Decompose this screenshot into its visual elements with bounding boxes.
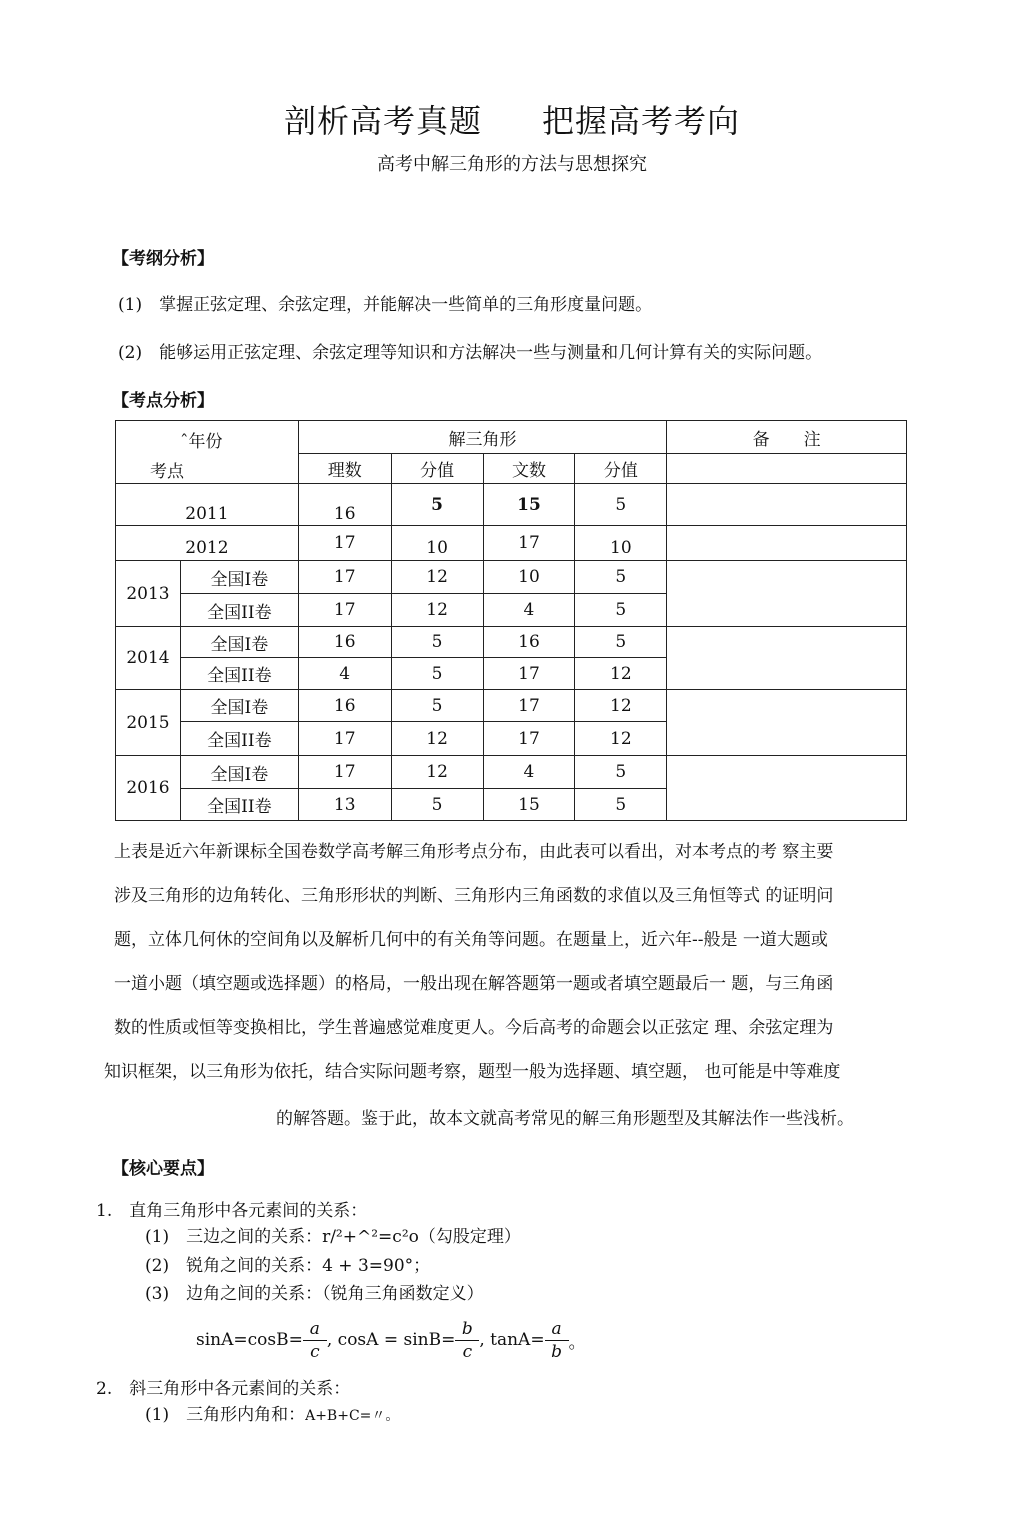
core-sub-2: (2) 锐角之间的关系：4 + 3=90°； [145,1256,431,1276]
value-cell: 5 [391,658,483,690]
core-sub-4-label: (1) 三角形内角和： [145,1405,306,1425]
fraction-a-over-b [545,1318,569,1363]
table-row [116,561,907,594]
analysis-line-6: 知识框架，以三角形为依托，结合实际问题考察，题型一般为选择题、填空题， 也可能是中等难度 [104,1062,841,1082]
value-cell: 17 [483,658,575,690]
value-cell: 4 [483,756,575,789]
value-cell: 5 [575,756,667,789]
value-cell: 16 [483,627,575,658]
fraction-numerator: a [309,1318,320,1339]
value-cell: 17 [298,722,391,756]
trig-formula [196,1310,586,1370]
value-cell: 17 [483,690,575,722]
core-item-1: 1. 直角三角形中各元素间的关系： [96,1201,368,1221]
core-sub-1: (1) 三边之间的关系：r/²+^²=c²o（勾股定理） [145,1227,521,1247]
subheader-score-2: 分值 [575,454,667,484]
table-row [116,484,907,526]
fraction-a-over-c [303,1318,327,1363]
value-cell: 12 [391,722,483,756]
value-cell: 5 [391,789,483,821]
fraction-denominator: c [303,1340,327,1363]
remark-cell [667,526,907,561]
subheader-li: 理数 [298,454,391,484]
remark-cell [667,484,907,526]
formula-part-1: sinA=cosB= [196,1330,303,1350]
core-sub-4 [145,1400,399,1425]
title-right: 把握高考考向 [542,102,741,140]
value-cell: 10 [391,526,483,561]
fraction-denominator: b [545,1340,569,1363]
value-cell: 10 [483,561,575,594]
remark-header: 备 注 [667,421,907,454]
fraction-b-over-c [455,1318,479,1363]
value-cell: 13 [298,789,391,821]
fraction-numerator: b [461,1318,473,1339]
value-cell: 5 [575,484,667,526]
formula-part-2: , cosA = sinB= [326,1330,456,1350]
value-cell: 12 [575,690,667,722]
paper-cell: 全国I卷 [180,690,298,722]
value-cell: 5 [391,627,483,658]
value-cell: 10 [575,526,667,561]
exam-points-table [115,420,907,821]
value-cell: 12 [391,594,483,627]
table-row [116,627,907,658]
year-cell: 2015 [116,690,181,756]
paper-cell: 全国II卷 [180,722,298,756]
value-cell: 5 [575,561,667,594]
remark-cell [667,627,907,690]
value-cell: 5 [575,594,667,627]
value-cell: 16 [298,627,391,658]
value-cell: 17 [483,526,575,561]
value-cell: 17 [298,594,391,627]
paper-cell: 全国II卷 [180,789,298,821]
analysis-line-3: 题，立体几何休的空间角以及解析几何中的有关角等问题。在题量上，近六年--般是 一道大题或 [114,930,828,950]
year-cell: 2012 [116,526,299,561]
analysis-line-4: 一道小题（填空题或选择题）的格局，一般出现在解答题第一题或者填空题最后一 题，与三角函 [114,974,834,994]
points-heading: 【考点分析】 [112,391,214,411]
corner-point-label: 考点 [150,462,184,482]
value-cell: 15 [483,789,575,821]
value-cell: 5 [391,690,483,722]
analysis-line-5: 数的性质或恒等变换相比，学生普遍感觉难度更人。今后高考的命题会以正弦定 理、余弦定理为 [114,1018,834,1038]
subheader-score: 分值 [391,454,483,484]
year-cell: 2013 [116,561,181,627]
value-cell: 12 [575,658,667,690]
paper-cell: 全国II卷 [180,658,298,690]
value-cell: 17 [298,561,391,594]
value-cell: 5 [391,484,483,526]
value-cell: 17 [483,722,575,756]
subheader-wen: 文数 [483,454,575,484]
paper-cell: 全国II卷 [180,594,298,627]
remark-cell [667,561,907,627]
core-item-2: 2. 斜三角形中各元素间的关系： [96,1379,351,1399]
table-row [116,756,907,789]
value-cell: 12 [575,722,667,756]
value-cell: 4 [298,658,391,690]
fraction-numerator: a [551,1318,562,1339]
page-subtitle: 高考中解三角形的方法与思想探究 [377,154,647,175]
year-cell: 2011 [116,484,299,526]
angle-sum-formula: A+B+C=〃。 [305,1408,400,1424]
formula-part-3: , tanA= [479,1330,545,1350]
value-cell: 15 [483,484,575,526]
paper-cell: 全国I卷 [180,627,298,658]
value-cell: 17 [298,526,391,561]
syllabus-item-1: (1) 掌握正弦定理、余弦定理，并能解决一些简单的三角形度量问题。 [118,295,653,315]
title-left: 剖析高考真题 [283,102,482,140]
analysis-line-1: 上表是近六年新课标全国卷数学高考解三角形考点分布，由此表可以看出，对本考点的考 察主要 [114,842,834,862]
value-cell: 4 [483,594,575,627]
analysis-line-2: 涉及三角形的边角转化、三角形形状的判断、三角形内三角函数的求值以及三角恒等式 的证明问 [114,886,834,906]
page-title [0,96,1024,142]
value-cell: 16 [298,484,391,526]
syllabus-item-2: (2) 能够运用正弦定理、余弦定理等知识和方法解决一些与测量和几何计算有关的实际问题。 [118,343,823,363]
table-row [116,526,907,561]
formula-end: 。 [568,1332,586,1353]
table-corner-cell [116,421,299,484]
syllabus-heading: 【考纲分析】 [112,249,214,269]
remark-cell [667,690,907,756]
core-heading: 【核心要点】 [112,1159,214,1179]
value-cell: 17 [298,756,391,789]
analysis-line-7: 的解答题。鉴于此，故本文就高考常见的解三角形题型及其解法作一些浅析。 [276,1109,854,1129]
value-cell: 5 [575,627,667,658]
corner-year-label: ˆ年份 [180,432,223,452]
remark-cell [667,454,907,484]
table-row [116,690,907,722]
paper-cell: 全国I卷 [180,561,298,594]
year-cell: 2016 [116,756,181,821]
fraction-denominator: c [455,1340,479,1363]
remark-cell [667,756,907,821]
value-cell: 5 [575,789,667,821]
group-header: 解三角形 [298,421,667,454]
paper-cell: 全国I卷 [180,756,298,789]
core-sub-3: (3) 边角之间的关系：（锐角三角函数定义） [145,1284,484,1304]
year-cell: 2014 [116,627,181,690]
value-cell: 16 [298,690,391,722]
value-cell: 12 [391,756,483,789]
value-cell: 12 [391,561,483,594]
